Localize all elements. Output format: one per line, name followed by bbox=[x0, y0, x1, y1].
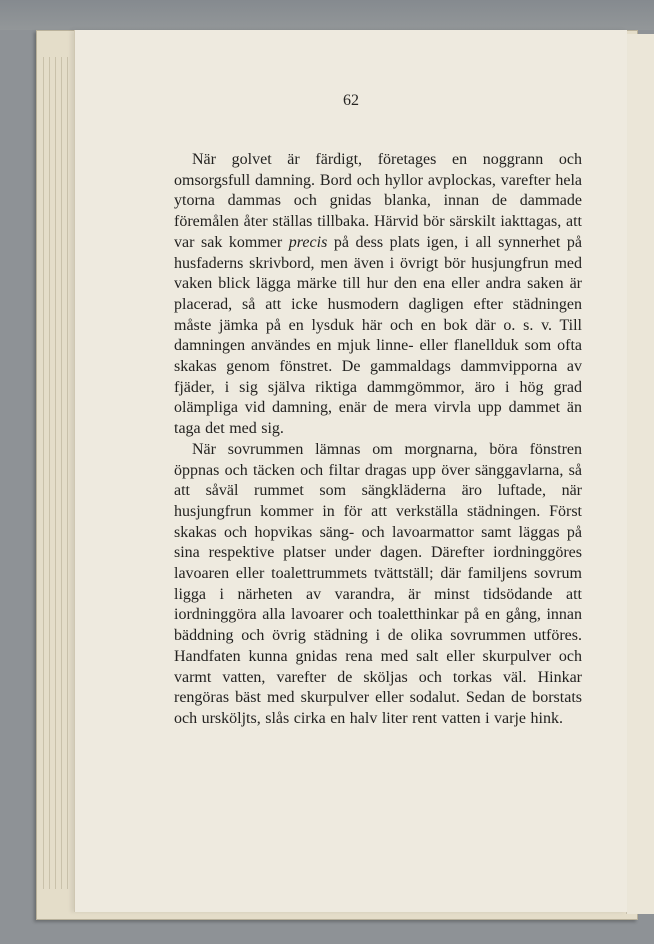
page-number: 62 bbox=[343, 92, 359, 109]
facing-page-edge bbox=[626, 34, 654, 914]
page-edge-line bbox=[55, 57, 56, 889]
background-surface bbox=[0, 0, 654, 30]
page-edge-line bbox=[49, 57, 50, 889]
page-edge-line bbox=[43, 57, 44, 889]
page-edge-line bbox=[67, 57, 68, 889]
book-page bbox=[74, 30, 627, 912]
paragraph-text: När golvet är färdigt, företages en noggrann och omsorgsfull damning. Bord och hyllor avplockas, varefter hela ytorna dammas och gnidas blanka, innan de dammade föremålen åter ställas tillbaka. Härvid bör särskilt iakttagas, att var sak kommer bbox=[174, 151, 582, 251]
paragraph-text: på dess plats igen, i all synnerhet på husfaderns skrivbord, men även i övrigt bör husjungfrun med vaken blick lägga märke till hur den ena eller andra saken är placerad, så att icke husmodern dagligen efter städningen måste jämka på en lysduk här och en bok där o. s. v. Till damningen användes en mjuk linne- eller flanellduk som ofta skakas genom fönstret. De gammaldags dammvipporna av fjäder, i sig själva riktiga dammgömmor, äro i hög grad olämpliga vid damning, enär de mera virvla upp dammet än taga det med sig. bbox=[174, 233, 582, 438]
paragraph bbox=[174, 150, 582, 440]
body-text bbox=[174, 150, 582, 730]
paragraph: När sovrummen lämnas om morgnarna, böra fönstren öppnas och täcken och filtar dragas upp över sänggavlarna, så att såväl rummet som sängkläderna äro luftade, när husjungfrun kommer in för att verkställa städningen. Först skakas och hopvikas säng- och lavoarmattor samt läggas på sina respektive platser under dagen. Därefter iordninggöres lavoaren eller toalettrummets tvättställ; där familjens sovrum ligga i närheten av varandra, är minst tidsödande att iordninggöra alla lavoarer och toaletthinkar på en gång, innan bäddning och övrig städning i de olika sovrummen utföres. Handfaten kunna gnidas rena med salt eller skurpulver och varmt vatten, varefter de sköljas och torkas väl. Hinkar rengöras bäst med skurpulver eller sodalut. Sedan de borstats och ursköljts, slås cirka en halv liter rent vatten i varje hink. bbox=[174, 440, 582, 727]
italic-word: precis bbox=[288, 233, 328, 251]
page-edge-line bbox=[61, 57, 62, 889]
